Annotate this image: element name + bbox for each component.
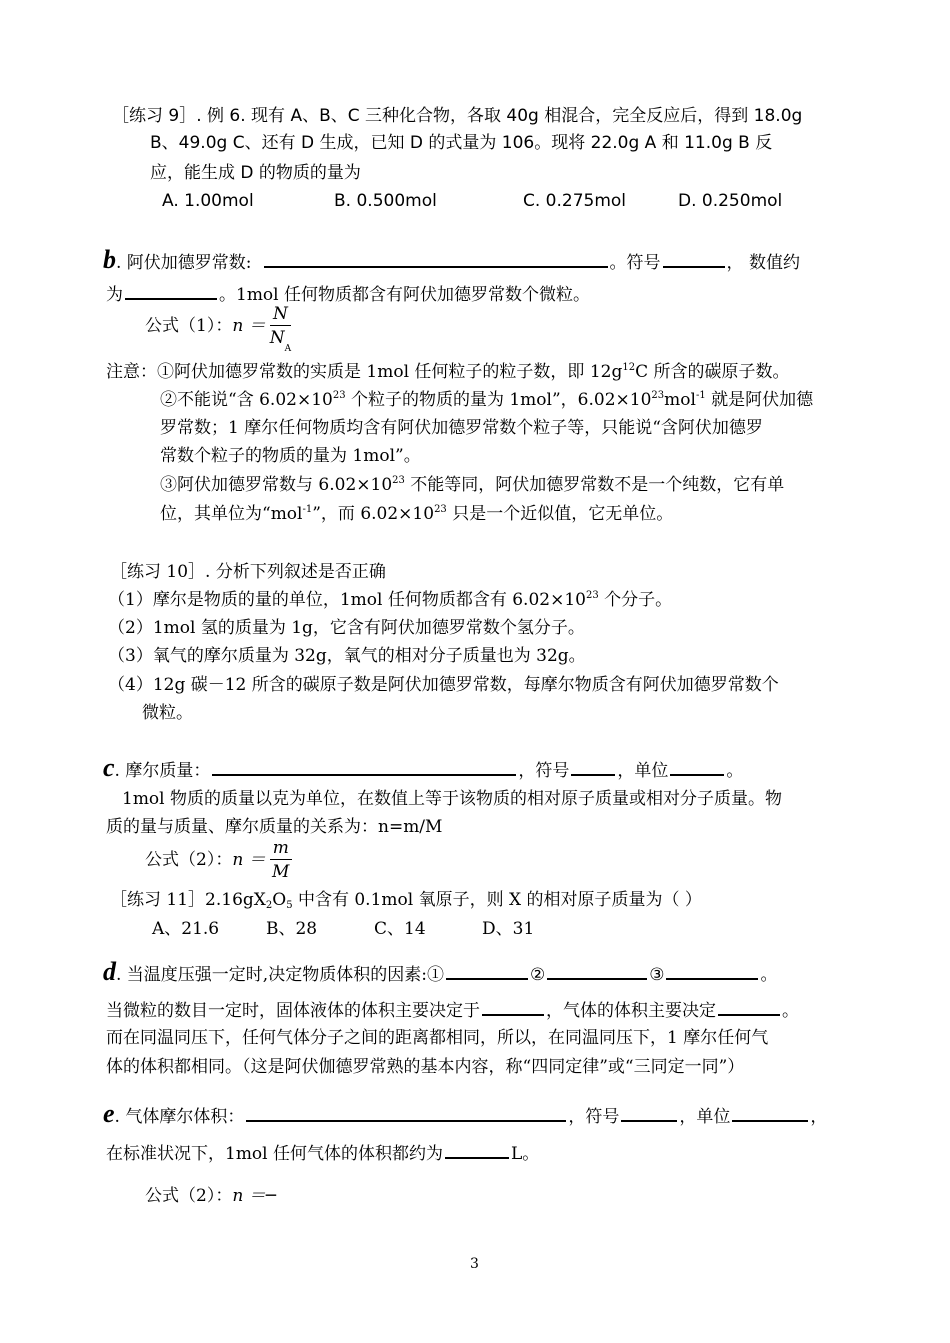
section-e-end: ，: [810, 1107, 828, 1127]
section-d-para-1: [106, 1000, 799, 1022]
note-1-b: C 所含的碳原子数。: [635, 362, 790, 382]
note-2-sup: 23: [332, 390, 346, 401]
exercise-10-title: ［练习 10］. 分析下列叙述是否正确: [110, 562, 386, 582]
molar-volume-definition-blank[interactable]: [246, 1106, 566, 1122]
note-2-sup3: -1: [695, 390, 706, 401]
exercise-9-line-3: 应，能生成 D 的物质的量为: [150, 163, 361, 183]
volume-factor-1-blank[interactable]: [446, 964, 528, 980]
formula-3: [145, 1186, 276, 1207]
section-d-para-2: 而在同温同压下，任何气体分子之间的距离都相同，所以，在同温同压下，1 摩尔任何气: [106, 1028, 769, 1048]
note-3-l2-a: 位，其单位为“mol: [160, 504, 303, 524]
section-d-factor-2: ②: [529, 965, 546, 985]
volume-factor-3-blank[interactable]: [666, 964, 758, 980]
formula-3-label: 公式（2）：: [145, 1186, 233, 1206]
formula-1-lhs: n ＝: [232, 316, 266, 336]
formula-3-lhs: n ＝: [232, 1186, 266, 1206]
section-c-para-1: 1mol 物质的质量以克为单位，在数值上等于该物质的相对原子质量或相对分子质量。物: [122, 789, 783, 809]
exercise-11-option-d: D、31: [482, 919, 535, 939]
note-3-l2-sup: -1: [302, 504, 313, 515]
exercise-11-a: ［练习 11］2.16gX: [110, 890, 266, 910]
section-d-letter: d: [103, 957, 116, 986]
section-e-heading: [103, 1098, 827, 1131]
section-b-statement: 。1mol 任何物质都含有阿伏加德罗常数个微粒。: [219, 285, 591, 305]
avogadro-symbol-blank[interactable]: [663, 252, 725, 268]
section-c-letter: c: [103, 753, 115, 782]
exercise-10-item-1-a: （1）摩尔是物质的量的单位，1mol 任何物质都含有 6.02×10: [108, 590, 586, 610]
note-1-a: 注意：①阿伏加德罗常数的实质是 1mol 任何粒子的粒子数，即 12g: [106, 362, 623, 382]
section-b-wei: 为: [106, 285, 123, 305]
section-e-unit-label: ，单位: [679, 1107, 731, 1127]
exercise-9-line-2: B、49.0g C、还有 D 生成，已知 D 的式量为 106。现将 22.0g A 和 11.0g B 反: [150, 133, 773, 153]
formula-2-denominator: M: [272, 862, 290, 882]
section-b-symbol-label: 。符号: [609, 253, 661, 273]
exercise-10-item-1-sup: 23: [585, 590, 599, 601]
section-c-end: 。: [726, 761, 744, 781]
exercise-11-b: O: [272, 890, 287, 910]
avogadro-definition-blank[interactable]: [264, 252, 608, 268]
exercise-11-question: [110, 890, 702, 913]
exercise-9-line-1: ［练习 9］. 例 6. 现有 A、B、C 三种化合物，各取 40g 相混合，完全反应后，得到 18.0g: [112, 106, 803, 126]
section-d-title: . 当温度压强一定时,决定物质体积的因素:①: [116, 965, 444, 985]
exercise-9-option-b: B. 0.500mol: [334, 191, 437, 211]
note-2-d: 就是阿伏加德: [705, 390, 814, 410]
exercise-10-item-4-line-2: 微粒。: [142, 703, 193, 723]
section-c-title: . 摩尔质量：: [114, 761, 211, 781]
section-d-heading: [103, 956, 777, 989]
section-b-letter: b: [103, 245, 116, 274]
exercise-11-sub1: 2: [265, 900, 273, 911]
formula-2-fraction: [270, 840, 292, 881]
formula-1-numerator: N: [270, 306, 291, 326]
note-2: [160, 390, 813, 411]
section-c-heading: [103, 752, 743, 785]
formula-2-numerator: m: [270, 840, 292, 860]
exercise-10-item-4: （4）12g 碳－12 所含的碳原子数是阿伏加德罗常数，每摩尔物质含有阿伏加德罗常数个: [108, 675, 779, 695]
section-b-value-label: ， 数值约: [726, 253, 800, 273]
note-2-c: mol: [664, 390, 696, 410]
note-2-sup2: 23: [651, 390, 665, 401]
molar-mass-definition-blank[interactable]: [212, 760, 516, 776]
exercise-11-option-c: C、14: [374, 919, 426, 939]
molar-mass-unit-blank[interactable]: [670, 760, 724, 776]
molar-mass-symbol-blank[interactable]: [571, 760, 615, 776]
section-c-para-2: 质的量与质量、摩尔质量的关系为：n=m/M: [106, 817, 443, 837]
section-d-p1-c: 。: [782, 1001, 799, 1021]
volume-factor-2-blank[interactable]: [547, 964, 647, 980]
note-3: [160, 475, 784, 496]
section-c-unit-label: ，单位: [617, 761, 669, 781]
formula-2-lhs: n ＝: [232, 850, 266, 870]
solid-liquid-volume-blank[interactable]: [482, 1000, 544, 1016]
note-3-a: ③阿伏加德罗常数与 6.02×10: [160, 475, 393, 495]
formula-1-den-symbol: N: [269, 328, 285, 348]
note-3-l2-c: 只是一个近似值，它无单位。: [446, 504, 674, 524]
exercise-9-option-d: D. 0.250mol: [678, 191, 783, 211]
note-3-b: 不能等同，阿伏加德罗常数不是一个纯数，它有单: [404, 475, 785, 495]
exercise-10-item-2: （2）1mol 氢的质量为 1g，它含有阿伏加德罗常数个氢分子。: [108, 618, 585, 638]
page-number: 3: [470, 1256, 479, 1272]
section-b-title: . 阿伏加德罗常数:: [116, 253, 252, 273]
section-e-p1-b: L。: [511, 1144, 540, 1164]
note-2-b: 个粒子的物质的量为 1mol”，6.02×10: [345, 390, 652, 410]
note-3-l2-b: ”，而 6.02×10: [312, 504, 435, 524]
section-d-p1-a: 当微粒的数目一定时，固体液体的体积主要决定于: [106, 1001, 480, 1021]
note-1-sup: 12: [622, 362, 636, 373]
section-e-title: . 气体摩尔体积：: [114, 1107, 245, 1127]
formula-1-den-subscript: A: [284, 344, 292, 354]
note-3-l2-sup2: 23: [434, 504, 447, 515]
exercise-11-c: 中含有 0.1mol 氧原子，则 X 的相对原子质量为（ ）: [292, 890, 702, 910]
formula-2: [145, 840, 292, 881]
formula-1-label: 公式（1）：: [145, 316, 233, 336]
molar-volume-unit-blank[interactable]: [732, 1106, 808, 1122]
section-d-para-3: 体的体积都相同。（这是阿伏伽德罗常熟的基本内容，称“四同定律”或“三同定一同”）: [106, 1057, 745, 1077]
section-d-p1-b: ，气体的体积主要决定: [546, 1001, 716, 1021]
section-e-letter: e: [103, 1099, 115, 1128]
standard-volume-blank[interactable]: [445, 1143, 509, 1159]
section-e-para-1: [106, 1143, 539, 1165]
gas-volume-blank[interactable]: [718, 1000, 780, 1016]
formula-3-bar: ─: [265, 1186, 276, 1206]
formula-1-denominator: [269, 326, 292, 354]
note-2-line-2: 罗常数；1 摩尔任何物质均含有阿伏加德罗常数个粒子等，只能说“含阿伏加德罗: [160, 418, 763, 438]
exercise-10-item-3: （3）氧气的摩尔质量为 32g，氧气的相对分子质量也为 32g。: [108, 646, 586, 666]
exercise-9-option-c: C. 0.275mol: [523, 191, 627, 211]
formula-1: [145, 304, 292, 354]
exercise-11-option-b: B、28: [266, 919, 318, 939]
molar-volume-symbol-blank[interactable]: [621, 1106, 677, 1122]
exercise-11-sub2: 5: [286, 900, 293, 911]
avogadro-value-blank[interactable]: [125, 284, 217, 300]
formula-1-fraction: [269, 304, 292, 354]
section-b-heading: [103, 244, 800, 277]
section-d-end: 。: [760, 965, 778, 985]
note-3-sup: 23: [392, 475, 405, 486]
exercise-10-item-1: [108, 590, 672, 611]
section-b-line-2: [106, 284, 590, 306]
note-1: [106, 362, 790, 383]
note-2-a: ②不能说“含 6.02×10: [160, 390, 333, 410]
section-d-factor-3: ③: [649, 965, 665, 985]
note-2-line-3: 常数个粒子的物质的量为 1mol”。: [160, 446, 421, 466]
exercise-10-item-1-b: 个分子。: [598, 590, 673, 610]
section-e-symbol-label: ，符号: [568, 1107, 620, 1127]
exercise-9-option-a: A. 1.00mol: [162, 191, 254, 211]
note-3-line-2: [160, 504, 673, 525]
section-c-symbol-label: ，符号: [518, 761, 570, 781]
section-e-p1-a: 在标准状况下，1mol 任何气体的体积都约为: [106, 1144, 444, 1164]
formula-2-label: 公式（2）：: [145, 850, 233, 870]
exercise-11-option-a: A、21.6: [152, 919, 220, 939]
